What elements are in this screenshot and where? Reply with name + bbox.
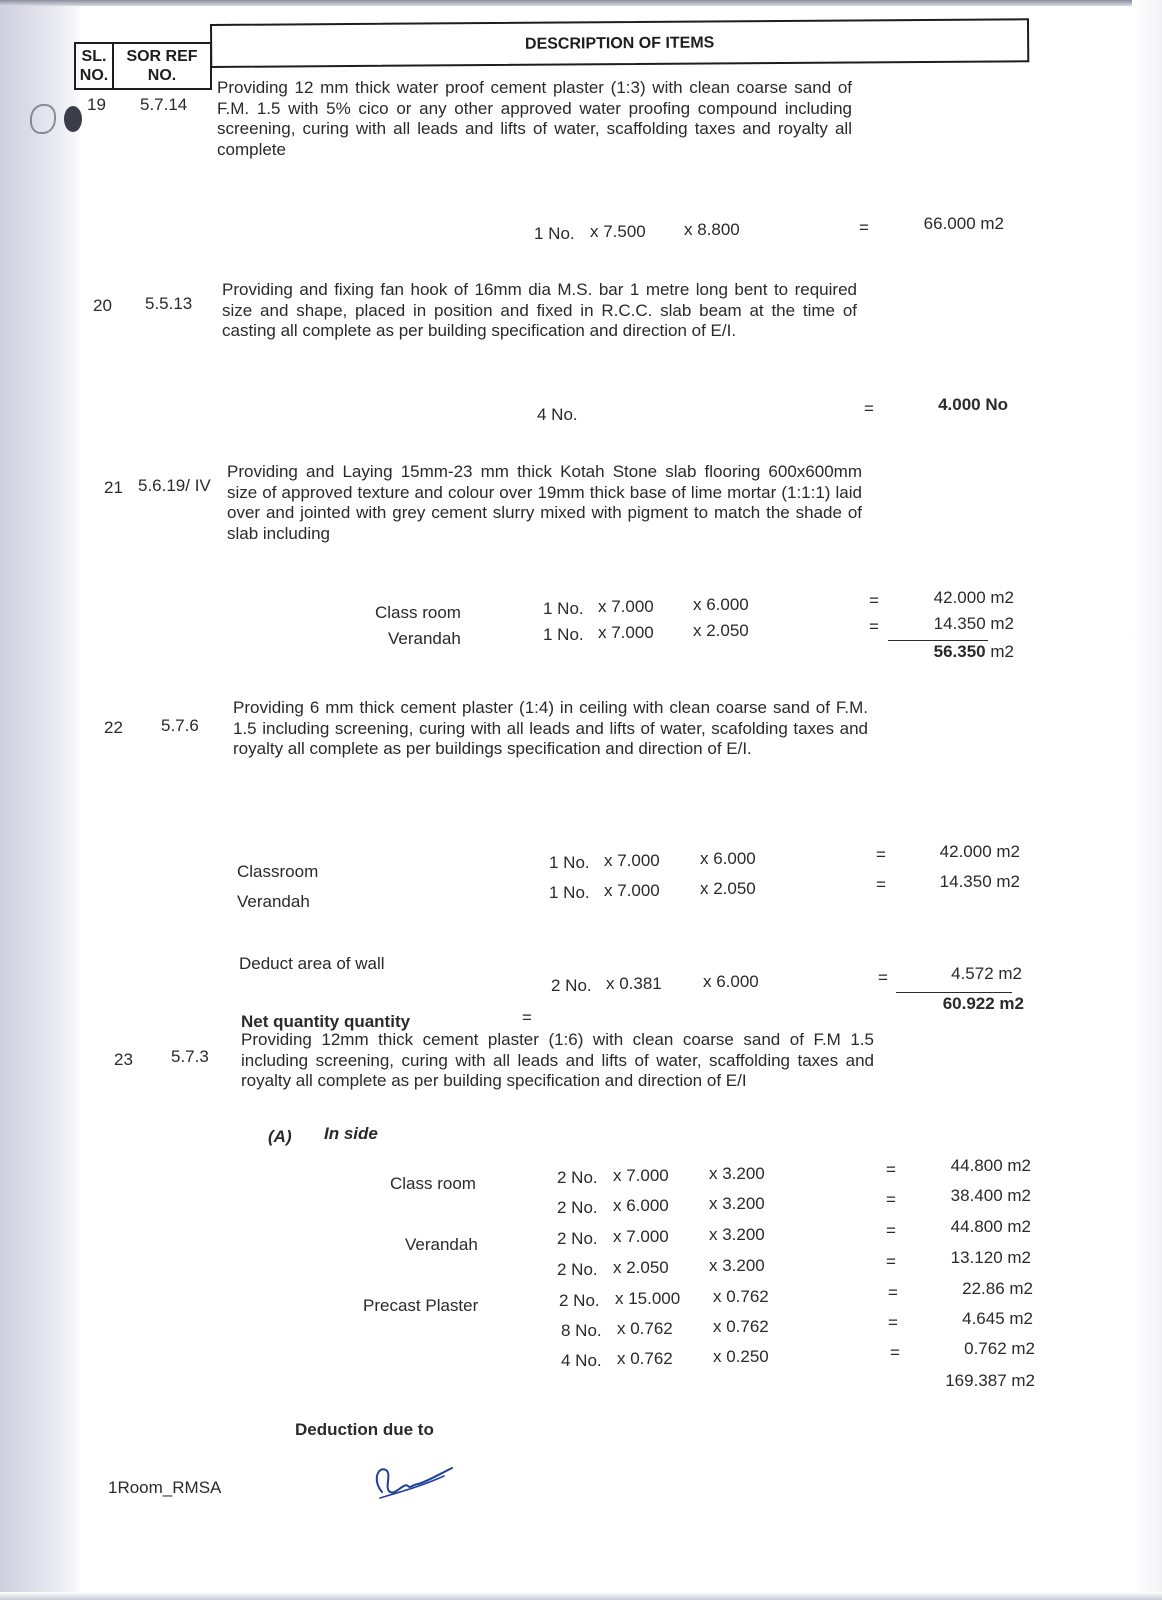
- measure-length: x 0.381: [606, 974, 662, 993]
- item-description: Providing 6 mm thick cement plaster (1:4) in ceiling with clean coarse sand of F.M. 1.5 including screening, curing with all leads and lifts of water, scafolding taxes and royalty all complete as per buildings specification and direction of E/I.: [233, 698, 868, 758]
- measure-nos: 1 No.: [543, 599, 584, 618]
- total-quantity: 60.922 m2: [942, 994, 1024, 1013]
- sor-ref: 5.5.13: [145, 294, 193, 313]
- punch-hole: [64, 106, 82, 132]
- measure-breadth: x 0.762: [713, 1317, 769, 1336]
- quantity-value: 42.000 m2: [933, 588, 1014, 607]
- measure-length: x 7.000: [613, 1227, 669, 1246]
- group-label: Verandah: [405, 1235, 478, 1254]
- quantity-value: 14.350 m2: [933, 614, 1014, 633]
- measure-breadth: x 3.200: [709, 1164, 765, 1183]
- header-sl-text: SL. NO.: [79, 48, 109, 84]
- quantity-value: 22.86 m2: [962, 1279, 1033, 1298]
- equals-sign: =: [888, 1283, 898, 1302]
- measure-length: x 7.000: [598, 597, 654, 616]
- measure-breadth: x 0.762: [713, 1287, 769, 1306]
- measure-breadth: x 2.050: [700, 879, 756, 898]
- measure-nos: 2 No.: [557, 1260, 598, 1279]
- document-reference: 1Room_RMSA: [108, 1478, 222, 1497]
- measure-length: x 0.762: [617, 1349, 673, 1368]
- measure-nos: 2 No.: [551, 976, 592, 995]
- measure-length: x 7.000: [598, 623, 654, 642]
- equals-sign: =: [869, 617, 879, 636]
- equals-sign: =: [869, 591, 879, 610]
- binder-mark: [30, 104, 56, 134]
- item-description: Providing and Laying 15mm-23 mm thick Kotah Stone slab flooring 600x600mm size of approved texture and colour over 19mm thick base of lime mortar (1:1:1) laid over and jointed with grey cement slurry mixed with pigment to match the shade of slab including: [227, 462, 862, 543]
- quantity-value: 4.645 m2: [962, 1309, 1033, 1328]
- deduction-label: Deduction due to: [295, 1420, 434, 1439]
- total-rule: [888, 640, 988, 641]
- sl-number: 23: [114, 1050, 133, 1069]
- equals-sign: =: [886, 1252, 896, 1271]
- equals-sign: =: [864, 399, 874, 418]
- measure-breadth: x 3.200: [709, 1194, 765, 1213]
- equals-sign: =: [890, 1343, 900, 1362]
- measure-length: x 0.762: [617, 1319, 673, 1338]
- sl-number: 20: [93, 296, 112, 315]
- equals-sign: =: [888, 1313, 898, 1332]
- group-label: Class room: [390, 1174, 476, 1193]
- measure-label: Verandah: [237, 892, 310, 911]
- measure-length: x 7.000: [604, 851, 660, 870]
- sor-ref: 5.7.6: [161, 716, 199, 735]
- header-cell-sor: [112, 42, 212, 90]
- measure-breadth: x 8.800: [684, 220, 740, 239]
- measure-breadth: x 3.200: [709, 1225, 765, 1244]
- equals-sign: =: [886, 1221, 896, 1240]
- measure-length: x 7.500: [590, 222, 646, 241]
- group-label: Precast Plaster: [363, 1296, 479, 1315]
- measure-nos: 4 No.: [537, 405, 578, 424]
- measure-breadth: x 6.000: [703, 972, 759, 991]
- signature: [370, 1462, 454, 1504]
- quantity-value: 44.800 m2: [950, 1156, 1031, 1175]
- quantity-value: 44.800 m2: [950, 1217, 1031, 1236]
- equals-sign: =: [522, 1008, 532, 1027]
- item-description: Providing and fixing fan hook of 16mm dia M.S. bar 1 metre long bent to required size and shape, placed in position and fixed in R.C.C. slab beam at the time of casting all complete as per building specification and direction of E/I.: [222, 280, 857, 340]
- measure-length: x 7.000: [604, 881, 660, 900]
- total-quantity-value: 56.350: [933, 642, 986, 661]
- measure-nos: 1 No.: [534, 224, 575, 243]
- measure-breadth: x 6.000: [700, 849, 756, 868]
- scan-edge-right: [1132, 0, 1162, 1600]
- sl-number: 21: [104, 478, 123, 497]
- net-quantity-label: Net quantity quantity: [241, 1012, 411, 1031]
- measure-nos: 2 No.: [557, 1168, 598, 1187]
- equals-sign: =: [886, 1160, 896, 1179]
- deduct-label: Deduct area of wall: [239, 954, 385, 973]
- quantity-value: 4.572 m2: [951, 964, 1022, 983]
- total-rule: [896, 992, 1012, 993]
- measure-breadth: x 2.050: [693, 621, 749, 640]
- sl-number: 19: [87, 95, 106, 114]
- measure-breadth: x 6.000: [693, 595, 749, 614]
- sor-ref: 5.6.19/ IV: [138, 476, 211, 495]
- measure-nos: 1 No.: [549, 883, 590, 902]
- equals-sign: =: [878, 968, 888, 987]
- item-description: Providing 12mm thick cement plaster (1:6) with clean coarse sand of F.M 1.5 including screening, curing with all leads and lifts of water, scaffolding taxes and royalty all complete as per building specification and direction of E/I: [241, 1030, 874, 1090]
- measure-length: x 15.000: [615, 1289, 681, 1308]
- quantity-value: 0.762 m2: [964, 1339, 1035, 1358]
- measure-nos: 8 No.: [561, 1321, 602, 1340]
- scan-edge-top: [0, 0, 1162, 6]
- section-a-label: In side: [324, 1124, 378, 1143]
- item-description: Providing 12 mm thick water proof cement plaster (1:3) with clean coarse sand of F.M. 1.5 with 5% cico or any other approved water proofing compound including screening, curing with all leads and lifts of water, scaffolding taxes and royalty all complete: [217, 78, 852, 159]
- quantity-value: 38.400 m2: [950, 1186, 1031, 1205]
- equals-sign: =: [886, 1190, 896, 1209]
- measure-nos: 2 No.: [559, 1291, 600, 1310]
- subtotal-quantity: 169.387 m2: [945, 1371, 1035, 1390]
- measure-length: x 6.000: [613, 1196, 669, 1215]
- measure-nos: 2 No.: [557, 1198, 598, 1217]
- header-cell-description: [210, 18, 1029, 68]
- quantity-value: 66.000 m2: [923, 214, 1004, 233]
- quantity-value: 42.000 m2: [939, 842, 1020, 861]
- total-quantity-unit: m2: [990, 642, 1014, 661]
- sor-ref: 5.7.14: [140, 95, 188, 114]
- scan-shadow: [0, 0, 80, 1600]
- equals-sign: =: [876, 845, 886, 864]
- measure-length: x 7.000: [613, 1166, 669, 1185]
- equals-sign: =: [876, 875, 886, 894]
- equals-sign: =: [859, 218, 869, 237]
- sor-ref: 5.7.3: [171, 1047, 209, 1066]
- measure-nos: 1 No.: [549, 853, 590, 872]
- measure-breadth: x 3.200: [709, 1256, 765, 1275]
- quantity-value: 13.120 m2: [950, 1248, 1031, 1267]
- header-cell-sl: [74, 42, 114, 90]
- section-a-marker: (A): [268, 1127, 292, 1146]
- measure-nos: 2 No.: [557, 1229, 598, 1248]
- header-description-text: DESCRIPTION OF ITEMS: [524, 34, 715, 53]
- measure-label: Verandah: [388, 629, 461, 648]
- measure-breadth: x 0.250: [713, 1347, 769, 1366]
- quantity-value: 4.000 No: [938, 395, 1008, 414]
- measure-nos: 4 No.: [561, 1351, 602, 1370]
- total-quantity: [890, 642, 1014, 662]
- scan-edge-bottom: [0, 1592, 1162, 1600]
- header-sor-text: SOR REF NO.: [126, 48, 198, 84]
- quantity-value: 14.350 m2: [939, 872, 1020, 891]
- measure-label: Class room: [375, 603, 461, 622]
- sl-number: 22: [104, 718, 123, 737]
- measure-nos: 1 No.: [543, 625, 584, 644]
- measure-label: Classroom: [237, 862, 319, 881]
- measure-length: x 2.050: [613, 1258, 669, 1277]
